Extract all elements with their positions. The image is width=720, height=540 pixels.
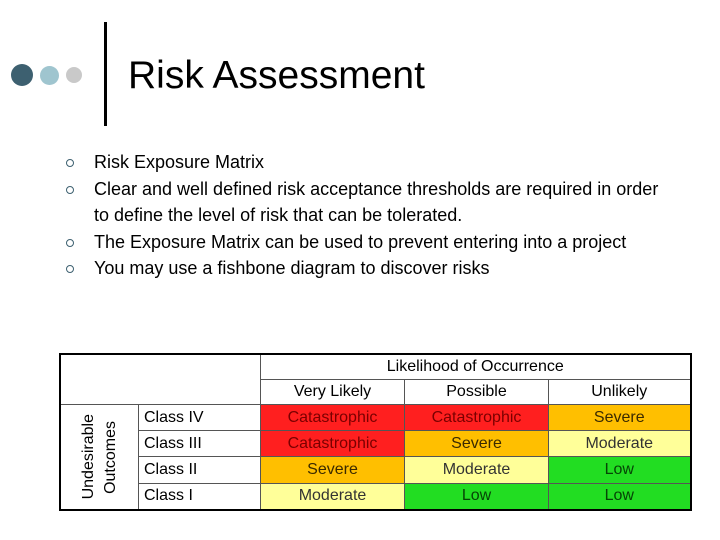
bullet-item — [66, 229, 676, 256]
bullet-item — [66, 176, 676, 229]
matrix-row — [60, 431, 691, 457]
outcomes-header-line: Outcomes — [101, 420, 119, 494]
matrix-row — [60, 457, 691, 483]
decor-dot-dark — [11, 64, 33, 86]
bullet-list — [66, 149, 676, 282]
risk-cell: Severe — [549, 405, 691, 431]
bullet-item — [66, 149, 676, 176]
outcomes-header-line: Undesirable — [79, 414, 97, 500]
bullet-text: Clear and well defined risk acceptance thresholds are required in order to define the level of risk that can be tolerated. — [94, 178, 659, 225]
row-class-label: Class IV — [139, 405, 261, 431]
risk-cell: Catastrophic — [261, 431, 405, 457]
risk-cell: Low — [405, 483, 549, 510]
column-header: Very Likely — [261, 380, 405, 405]
risk-cell: Catastrophic — [261, 405, 405, 431]
risk-cell: Low — [549, 457, 691, 483]
risk-cell: Low — [549, 483, 691, 510]
title-divider — [104, 22, 107, 126]
hollow-circle-bullet-icon — [66, 265, 74, 273]
likelihood-header: Likelihood of Occurrence — [261, 354, 691, 380]
risk-cell: Moderate — [549, 431, 691, 457]
risk-cell: Catastrophic — [405, 405, 549, 431]
risk-cell: Severe — [261, 457, 405, 483]
outcomes-header — [60, 405, 139, 511]
risk-cell: Severe — [405, 431, 549, 457]
bullet-item — [66, 255, 676, 282]
row-class-label: Class III — [139, 431, 261, 457]
hollow-circle-bullet-icon — [66, 159, 74, 167]
matrix-row — [60, 483, 691, 510]
risk-cell: Moderate — [261, 483, 405, 510]
bullet-text: Risk Exposure Matrix — [94, 152, 265, 172]
column-header: Possible — [405, 380, 549, 405]
risk-exposure-matrix — [59, 353, 692, 511]
hollow-circle-bullet-icon — [66, 186, 74, 194]
row-class-label: Class II — [139, 457, 261, 483]
bullet-text: The Exposure Matrix can be used to prevent entering into a project — [94, 231, 627, 252]
row-class-label: Class I — [139, 483, 261, 510]
matrix-row — [60, 405, 691, 431]
column-header: Unlikely — [549, 380, 691, 405]
hollow-circle-bullet-icon — [66, 239, 74, 247]
decor-dot-grey — [66, 67, 82, 83]
matrix-corner — [60, 354, 261, 405]
risk-cell: Moderate — [405, 457, 549, 483]
slide-title: Risk Assessment — [128, 54, 425, 97]
bullet-text: You may use a fishbone diagram to discover risks — [94, 258, 490, 278]
decor-dot-light — [40, 66, 59, 85]
